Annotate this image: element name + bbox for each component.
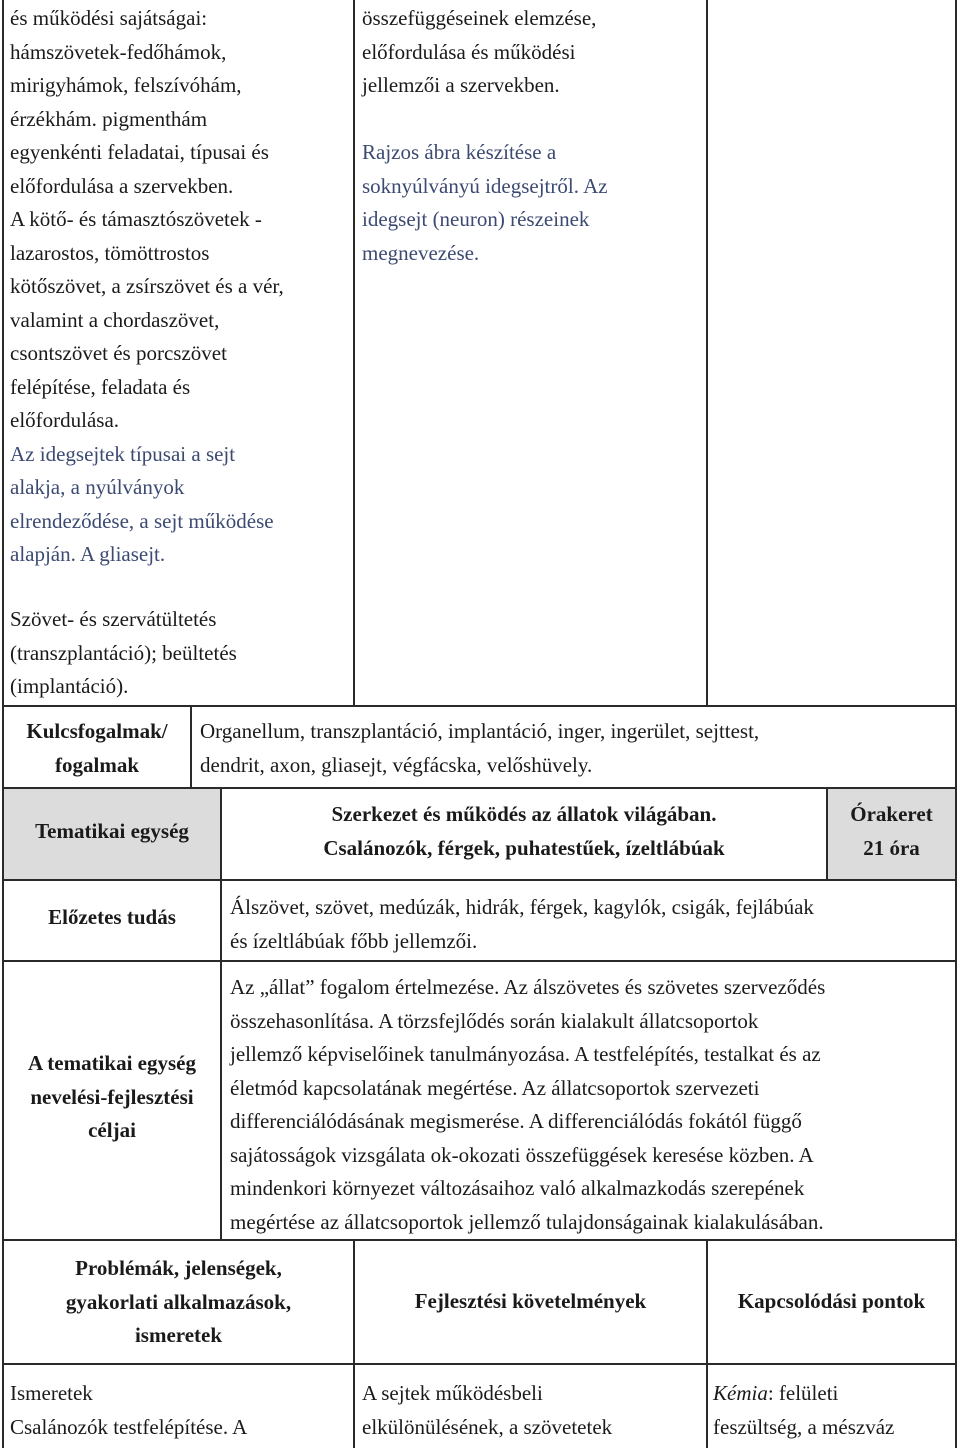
bottom-col2 [362,1377,702,1444]
text-line: mirigyhámok, felszívóhám, [10,73,242,97]
bottom-line: Ismeretek [10,1381,93,1405]
bottom-line-rest: : felületi [767,1381,839,1405]
colheader-divider-2 [706,1240,708,1448]
text-line: Szövet- és szervátültetés [10,607,217,631]
prior-line: Álszövet, szövet, medúzák, hidrák, férgek, kagylók, csigák, fejlábúak [230,895,814,919]
row-divider-goals-top [2,960,957,962]
text-line: és működési sajátságai: [10,6,208,30]
goals-line: életmód kapcsolatának megértése. Az állatcsoportok szervezeti [230,1075,760,1100]
col-header-line: gyakorlati alkalmazások, [65,1289,292,1314]
text-line: valamint a chordaszövet, [10,307,220,332]
table-border-right [955,0,957,1448]
text-line: előfordulása. [10,408,120,432]
col-header-problems [4,1252,353,1353]
key-concepts-line: dendrit, axon, gliasejt, végfácska, velőshüvely. [200,752,593,777]
prior-text [230,891,954,958]
text-line: A kötő- és támasztószövetek - [10,207,262,231]
unit-title [222,798,826,865]
text-line: hámszövetek-fedőhámok, [10,39,227,64]
top-left-text [10,2,350,572]
text-line-blue: soknyúlványú idegsejtről. Az [362,173,608,198]
key-concepts-line: Organellum, transzplantáció, implantáció, inger, ingerület, sejttest, [200,719,760,743]
text-line-blue: alakja, a nyúlványok [10,475,185,499]
key-concepts-label-line: Kulcsfogalmak/ [26,719,168,743]
row-divider-colheader-top [2,1239,957,1241]
row-divider-content-top [2,1363,957,1365]
text-line-blue: megnevezése. [362,240,480,265]
row-divider-prior-top [2,879,957,881]
text-line: felépítése, feladata és [10,374,191,399]
goals-label-line: nevelési-fejlesztési [30,1084,194,1109]
goals-text [230,971,954,1239]
row-divider-kulcs-top [2,705,957,707]
key-concepts-text [200,715,954,782]
unit-title-line: Szerkezet és működés az állatok világában. [331,802,717,826]
goals-label [4,1047,220,1148]
unit-title-line: Csalánozók, férgek, puhatestűek, ízeltlábúak [323,835,725,860]
text-line: jellemzői a szervekben. [362,73,560,97]
text-line: érzékhám. pigmenthám [10,106,208,131]
prior-divider [220,880,222,1240]
unit-hours-value: 21 óra [863,835,920,860]
prior-line: és ízeltlábúak főbb jellemzői. [230,928,478,953]
unit-hours [828,798,955,865]
col-header-line: Problémák, jelenségek, [75,1256,282,1280]
text-line: (transzplantáció); beültetés [10,640,237,665]
text-line: előfordulása és működési [362,39,576,64]
top-mid-text [362,2,702,103]
text-line: csontszövet és porcszövet [10,341,227,365]
text-line: összefüggéseinek elemzése, [362,6,597,30]
prior-label: Előzetes tudás [48,905,176,929]
col-divider-2 [706,0,708,706]
goals-line: sajátosságok vizsgálata ok-okozati összefüggések keresése közben. A [230,1142,814,1167]
col-divider-1 [353,0,355,706]
unit-hours-label: Órakeret [850,802,933,826]
kulcs-divider [190,706,192,788]
text-line-blue: alapján. A gliasejt. [10,542,166,566]
bottom-line: feszültség, a mészváz [713,1414,895,1439]
text-line: előfordulása a szervekben. [10,173,234,198]
bottom-line [713,1377,953,1411]
text-line-blue: idegsejt (neuron) részeinek [362,207,590,231]
top-left-bottom-text [10,603,350,704]
text-line-blue: Az idegsejtek típusai a sejt [10,441,236,466]
text-line: kötőszövet, a zsírszövet és a vér, [10,274,284,298]
bottom-line: elkülönülésének, a szövetetek [362,1414,613,1439]
goals-label-line: A tematikai egység [28,1051,196,1075]
bottom-line: A sejtek működésbeli [362,1381,543,1405]
subject-chemistry: Kémia [713,1381,768,1405]
goals-line: összehasonlítása. A törzsfejlődés során kialakult állatcsoportok [230,1008,759,1033]
text-line: lazarostos, tömöttrostos [10,240,210,265]
key-concepts-label [4,715,190,782]
goals-line: Az „állat” fogalom értelmezése. Az álszövetes és szövetes szerveződés [230,975,826,999]
text-line-blue: elrendeződése, a sejt működése [10,508,274,533]
text-line-blue: Rajzos ábra készítése a [362,140,557,164]
col-header-requirements: Fejlesztési követelmények [414,1289,647,1313]
text-line: egyenkénti feladatai, típusai és [10,140,269,164]
goals-label-line: céljai [88,1118,136,1142]
bottom-line: Csalánozók testfelépítése. A [10,1414,248,1439]
text-line: (implantáció). [10,674,129,698]
goals-line: differenciálódásának megismerése. A differenciálódás fokától függő [230,1109,802,1133]
colheader-divider-1 [353,1240,355,1448]
bottom-col3 [713,1377,953,1444]
unit-label: Tematikai egység [35,819,189,843]
key-concepts-label-line: fogalmak [55,752,139,777]
goals-line: megértése az állatcsoportok jellemző tulajdonságainak kialakulásában. [230,1209,824,1234]
col-header-line: ismeretek [134,1323,223,1347]
goals-line: jellemző képviselőinek tanulmányozása. A testfelépítés, testalkat és az [230,1042,821,1066]
goals-line: mindenkori környezet változásaihoz való alkalmazkodás szerepének [230,1176,805,1200]
col-header-connections: Kapcsolódási pontok [737,1289,926,1313]
top-mid-text-blue [362,136,702,270]
bottom-col1 [10,1377,350,1444]
